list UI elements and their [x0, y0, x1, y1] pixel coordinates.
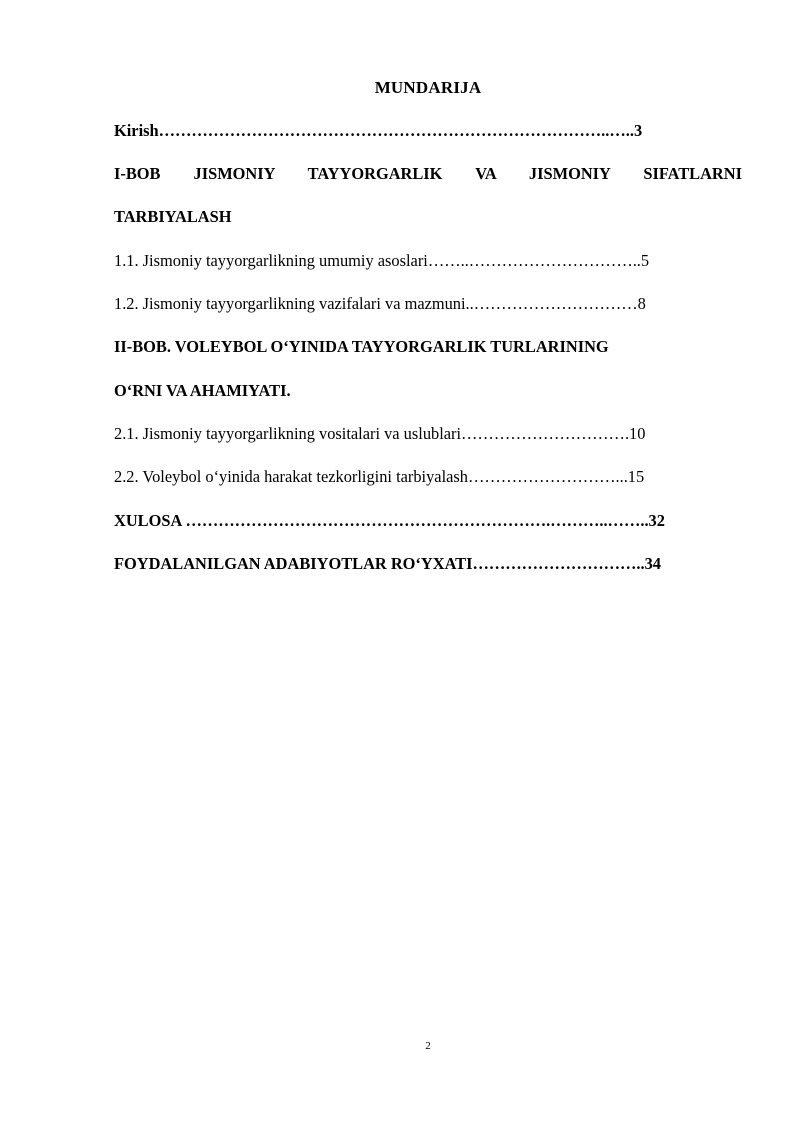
- page-number: 2: [425, 1040, 431, 1052]
- toc-entry-xulosa: XULOSA ………………………………………………………….………..……..32: [114, 511, 665, 530]
- toc-entry-1-2: 1.2. Jismoniy tayyorgarlikning vazifalari va mazmuni..…………………………8: [114, 294, 646, 313]
- toc-chapter-1-heading-line-1: I-BOB JISMONIY TAYYORGARLIK VA JISMONIY SIFATLARNI: [114, 164, 742, 183]
- toc-entry-1-1: 1.1. Jismoniy tayyorgarlikning umumiy asoslari……..…………………………..5: [114, 251, 650, 270]
- page-title: MUNDARIJA: [374, 78, 482, 97]
- toc-entry-2-2: 2.2. Voleybol o‘yinida harakat tezkorligini tarbiyalash………………………...15: [114, 467, 645, 486]
- toc-chapter-2-heading-line-1: II-BOB. VOLEYBOL O‘YINIDA TAYYORGARLIK TURLARINING: [114, 337, 609, 356]
- toc-entry-adabiyotlar: FOYDALANILGAN ADABIYOTLAR RO‘YXATI…………………………..34: [114, 554, 661, 573]
- toc-entry-2-1: 2.1. Jismoniy tayyorgarlikning vositalari va uslublari………………………….10: [114, 424, 646, 443]
- toc-entry-kirish: Kirish………………………………………………………………………..…..3: [114, 121, 643, 140]
- toc-chapter-1-heading-line-2: TARBIYALASH: [114, 207, 232, 226]
- toc-chapter-2-heading-line-2: O‘RNI VA AHAMIYATI.: [114, 381, 291, 400]
